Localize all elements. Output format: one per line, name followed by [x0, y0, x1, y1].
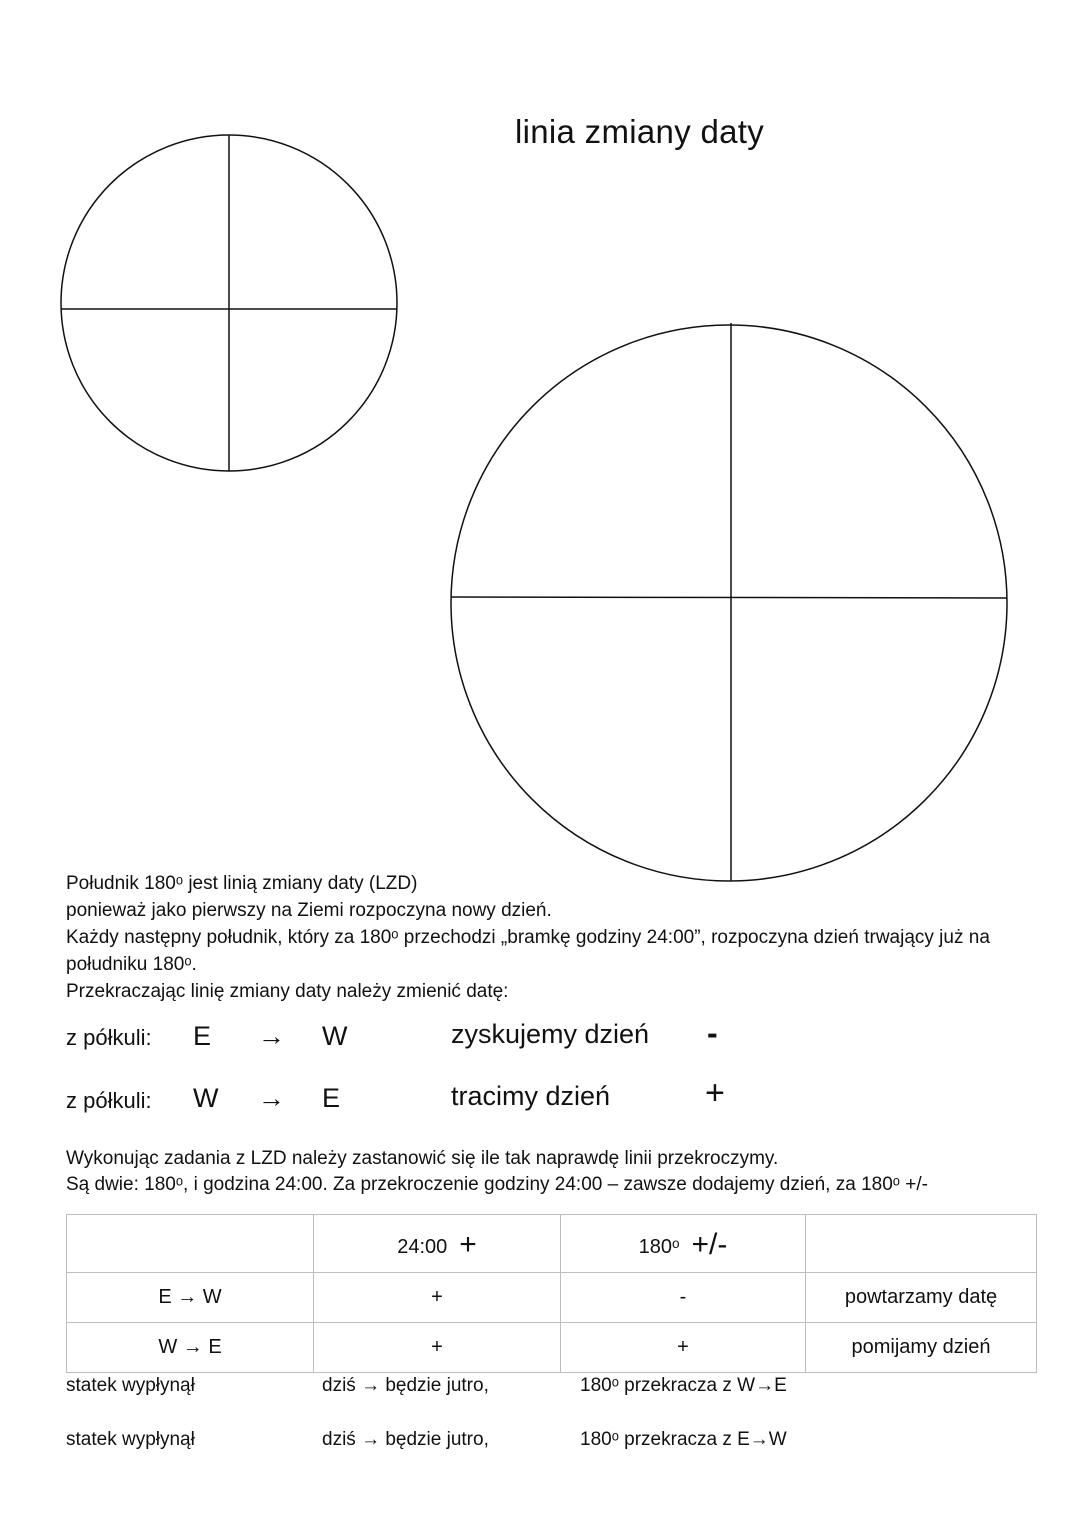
rule-effect: zyskujemy dzień: [451, 1019, 650, 1049]
row-2400-sign: +: [314, 1323, 561, 1373]
row-result: powtarzamy datę: [806, 1273, 1037, 1323]
header-cell-empty-right: [806, 1215, 1037, 1273]
paragraph-line-2: ponieważ jako pierwszy na Ziemi rozpoczyna nowy dzień.: [66, 900, 552, 921]
rule-prefix: z półkuli:: [66, 1025, 152, 1050]
header-cell-empty: [67, 1215, 314, 1273]
rule-sign: +: [705, 1074, 725, 1112]
table-header-row: [67, 1215, 1037, 1273]
small-globe-diagram: [61, 135, 397, 471]
header-degree-sign: +/-: [691, 1227, 728, 1261]
footer-date: dziś → będzie jutro,: [322, 1429, 489, 1450]
footer-crossing: 180ᵒ przekracza z E→W: [580, 1429, 787, 1450]
page-title: linia zmiany daty: [515, 113, 765, 150]
row-180-sign: +: [561, 1323, 806, 1373]
footer-crossing: 180ᵒ przekracza z W→E: [580, 1375, 787, 1396]
header-degree: 180ᵒ: [638, 1235, 680, 1258]
header-cell-2400: [314, 1215, 561, 1273]
rule-to: W: [322, 1021, 348, 1051]
lzd-table: [66, 1214, 1037, 1373]
arrow-right-icon: →: [258, 1083, 285, 1113]
header-cell-180: [561, 1215, 806, 1273]
table-row: [67, 1323, 1037, 1373]
rule-from: W: [193, 1083, 219, 1113]
paragraph-line-5: Przekraczając linię zmiany daty należy zmienić datę:: [66, 981, 509, 1002]
row-direction: W → E: [67, 1323, 314, 1373]
rule-from: E: [193, 1021, 212, 1051]
rule-to: E: [322, 1083, 341, 1113]
rule-effect: tracimy dzień: [451, 1081, 611, 1111]
footer-label: statek wypłynął: [66, 1375, 195, 1396]
large-globe-equator: [451, 597, 1007, 598]
paragraph-line-3: Każdy następny południk, który za 180ᵒ przechodzi „bramkę godziny 24:00”, rozpoczyna dzień trwający już na: [66, 927, 990, 948]
row-direction: E → W: [67, 1273, 314, 1323]
large-globe-circle: [451, 325, 1007, 881]
row-180-sign: -: [561, 1273, 806, 1323]
header-time-sign: +: [459, 1227, 477, 1261]
paragraph-line-1: Południk 180ᵒ jest linią zmiany daty (LZD): [66, 873, 418, 894]
rule-prefix: z półkuli:: [66, 1088, 152, 1113]
note-line-2: Są dwie: 180ᵒ, i godzina 24:00. Za przekroczenie godziny 24:00 – zawsze dodajemy dzień, za 180ᵒ +/-: [66, 1174, 928, 1195]
paragraph-line-4: południku 180ᵒ.: [66, 954, 197, 975]
footer-date: dziś → będzie jutro,: [322, 1375, 489, 1396]
row-2400-sign: +: [314, 1273, 561, 1323]
row-result: pomijamy dzień: [806, 1323, 1037, 1373]
rule-sign: -: [707, 1015, 718, 1051]
note-line-1: Wykonując zadania z LZD należy zastanowić się ile tak naprawdę linii przekroczymy.: [66, 1148, 779, 1169]
table-row: [67, 1273, 1037, 1323]
arrow-right-icon: →: [258, 1021, 285, 1051]
header-time: 24:00: [397, 1235, 448, 1258]
large-globe-diagram: [451, 323, 1007, 881]
footer-label: statek wypłynął: [66, 1429, 195, 1450]
